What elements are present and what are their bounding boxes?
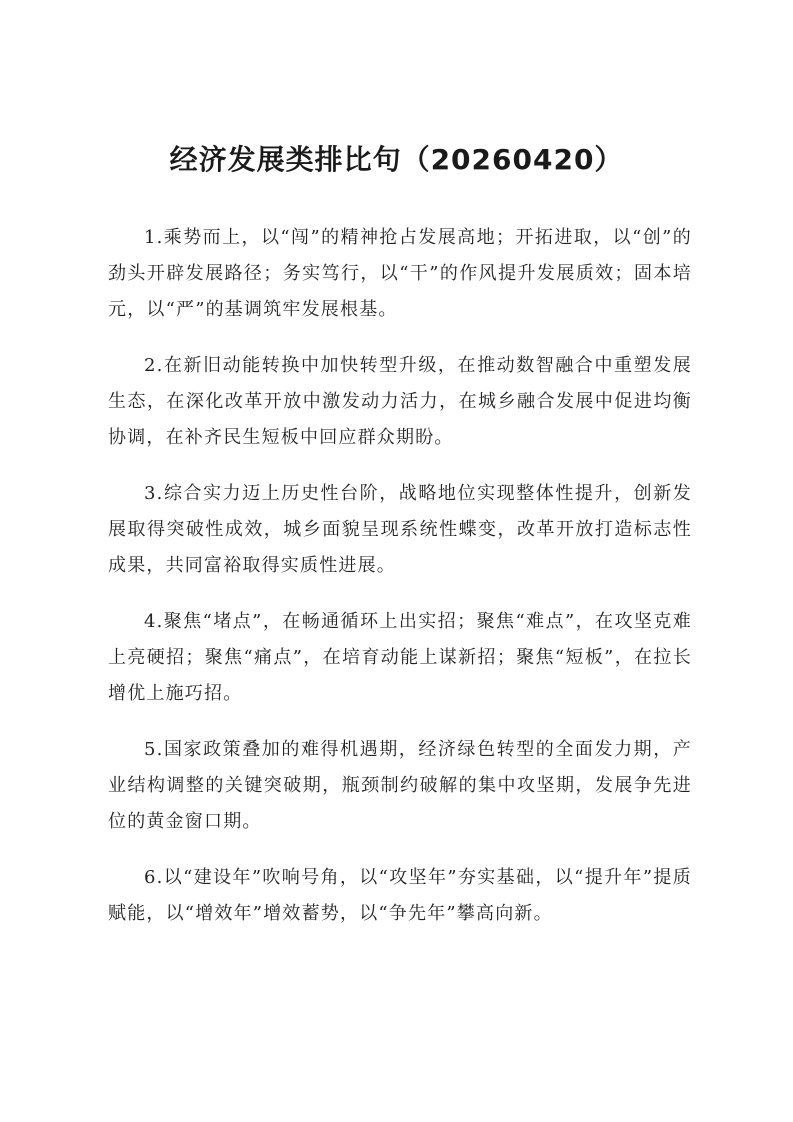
document-title: 经济发展类排比句（20260420） — [169, 143, 624, 176]
paragraph-3: 3.综合实力迈上历史性台阶，战略地位实现整体性提升，创新发展取得突破性成效，城乡面貌呈现系统性蝶变，改革开放打造标志性成果，共同富裕取得实质性进展。 — [108, 483, 692, 576]
paragraph-1: 1.乘势而上，以“闯”的精神抢占发展高地；开拓进取，以“创”的劲头开辟发展路径；务实笃行，以“干”的作风提升发展质效；固本培元，以“严”的基调筑牢发展根基。 — [108, 227, 692, 320]
paragraph-6: 6.以“建设年”吹响号角，以“攻坚年”夯实基础，以“提升年”提质赋能，以“增效年”增效蓄势，以“争先年”攀高向新。 — [108, 867, 692, 924]
paragraph-2: 2.在新旧动能转换中加快转型升级，在推动数智融合中重塑发展生态，在深化改革开放中激发动力活力，在城乡融合发展中促进均衡协调，在补齐民生短板中回应群众期盼。 — [108, 355, 692, 448]
document-body — [108, 220, 692, 952]
paragraph-5: 5.国家政策叠加的难得机遇期，经济绿色转型的全面发力期，产业结构调整的关键突破期，瓶颈制约破解的集中攻坚期，发展争先进位的黄金窗口期。 — [108, 739, 692, 832]
paragraph-4: 4.聚焦“堵点”，在畅通循环上出实招；聚焦“难点”，在攻坚克难上亮硬招；聚焦“痛点”，在培育动能上谋新招；聚焦“短板”，在拉长增优上施巧招。 — [108, 611, 692, 704]
